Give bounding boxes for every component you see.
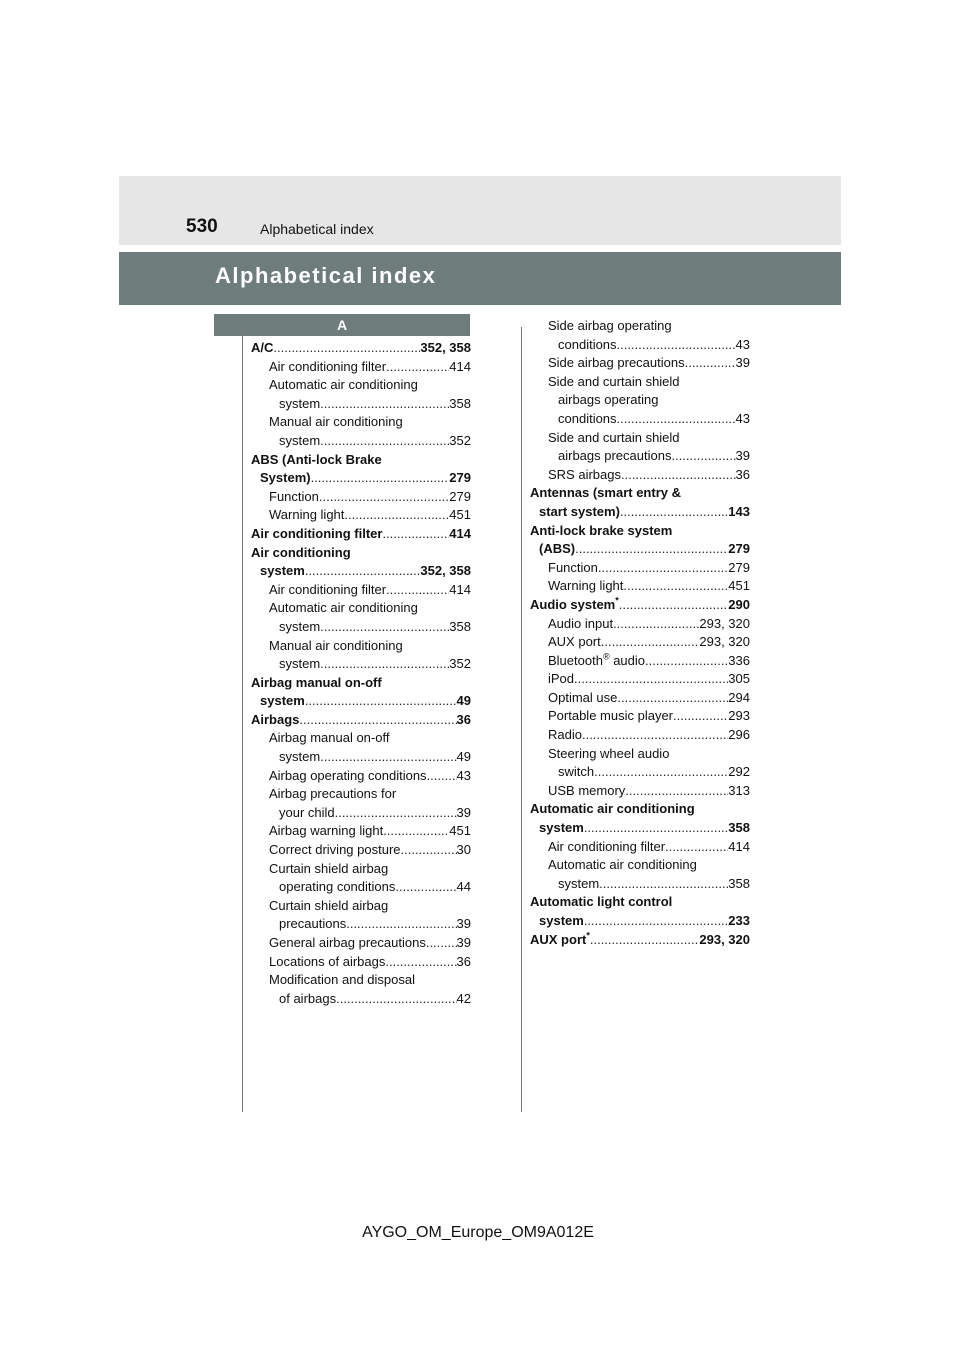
running-title: Alphabetical index [260,221,374,237]
index-entry: Airbags ..... 36 [251,711,471,730]
index-entry: Manual air conditioning [269,414,403,430]
index-entry: Airbag manual on-off [269,730,390,746]
index-entry: Anti-lock brake system [530,522,673,538]
index-entry: Side and curtain shield [548,373,680,389]
index-entry: operating conditions ..... 44 [251,878,471,897]
index-entry: System) ..... 279 [251,469,471,488]
index-entry: switch ..... 292 [530,763,750,782]
index-entry: Curtain shield airbag [269,860,389,876]
index-entry: precautions ..... 39 [251,915,471,934]
index-entry: Airbag manual on-off [251,674,382,690]
index-entry: Air conditioning filter ..... 414 [251,358,471,377]
index-entry: Airbag precautions for [269,786,397,802]
index-entry: Radio ..... 296 [530,726,750,745]
index-entry: AUX port ..... 293, 320 [530,633,750,652]
footer-doc-id: AYGO_OM_Europe_OM9A012E [362,1224,594,1241]
index-entry: system ..... 358 [530,875,750,894]
index-entry: Side airbag operating [548,318,672,333]
index-entry: Curtain shield airbag [269,897,389,913]
index-entry: Warning light ..... 451 [530,577,750,596]
page-number: 530 [186,216,218,237]
index-entry: (ABS) ..... 279 [530,540,750,559]
index-entry: start system) ..... 143 [530,503,750,522]
section-letter: A [214,314,470,336]
index-entry: Optimal use ..... 294 [530,689,750,708]
title-band [119,252,841,305]
index-column-1 [251,339,471,1008]
index-entry: system ..... 49 [251,692,471,711]
index-entry: system ..... 358 [530,819,750,838]
index-entry: ABS (Anti-lock Brake [251,451,382,467]
index-entry: AUX port* ..... 293, 320 [530,931,750,950]
index-entry: system ..... 233 [530,912,750,931]
index-entry: Airbag warning light ..... 451 [251,822,471,841]
index-entry: Audio system* ..... 290 [530,596,750,615]
index-entry: Function ..... 279 [530,559,750,578]
index-entry: Automatic light control [530,894,673,910]
index-entry: system ..... 352 [251,655,471,674]
index-entry: Antennas (smart entry & [530,485,681,501]
index-entry: Correct driving posture ..... 30 [251,841,471,860]
index-entry: Steering wheel audio [548,745,670,761]
index-entry: SRS airbags ..... 36 [530,466,750,485]
index-entry: Manual air conditioning [269,637,403,653]
index-entry: Air conditioning filter ..... 414 [251,581,471,600]
asterisk-mark: * [615,595,619,606]
index-entry: conditions ..... 43 [530,410,750,429]
index-entry: airbags precautions ..... 39 [530,447,750,466]
index-entry: system ..... 352 [251,432,471,451]
index-entry: your child ..... 39 [251,804,471,823]
index-entry: Portable music player ..... 293 [530,707,750,726]
index-entry: Side airbag precautions ..... 39 [530,354,750,373]
index-entry: Side and curtain shield [548,429,680,445]
index-entry: system ..... 358 [251,395,471,414]
index-entry: of airbags ..... 42 [251,990,471,1009]
column-divider-right [521,327,522,1112]
index-entry: Locations of airbags ..... 36 [251,953,471,972]
column-divider-left [242,327,243,1112]
registered-mark: ® [602,651,610,662]
index-column-2 [530,317,750,949]
index-entry: A/C ..... 352, 358 [251,339,471,358]
index-entry: Automatic air conditioning [530,801,695,817]
index-entry: Air conditioning filter ..... 414 [251,525,471,544]
index-entry: Warning light ..... 451 [251,506,471,525]
index-entry: Automatic air conditioning [548,857,697,873]
index-entry: airbags operating [558,392,659,408]
page-title: Alphabetical index [215,263,437,288]
header-band [119,176,841,245]
index-entry: system ..... 352, 358 [251,562,471,581]
index-entry: Modification and disposal [269,972,415,988]
index-entry: Audio input ..... 293, 320 [530,615,750,634]
index-entry: Function ..... 279 [251,488,471,507]
index-entry: General airbag precautions ..... 39 [251,934,471,953]
index-entry: Airbag operating conditions ..... 43 [251,767,471,786]
index-entry: Automatic air conditioning [269,600,418,616]
index-entry: iPod ..... 305 [530,670,750,689]
index-entry: Bluetooth® audio ..... 336 [530,652,750,671]
index-entry: conditions ..... 43 [530,336,750,355]
index-entry: Automatic air conditioning [269,377,418,393]
index-entry: system ..... 49 [251,748,471,767]
index-entry: Air conditioning filter ..... 414 [530,838,750,857]
asterisk-mark: * [586,930,590,941]
index-entry: USB memory ..... 313 [530,782,750,801]
index-entry: Air conditioning [251,544,351,560]
index-entry: system ..... 358 [251,618,471,637]
